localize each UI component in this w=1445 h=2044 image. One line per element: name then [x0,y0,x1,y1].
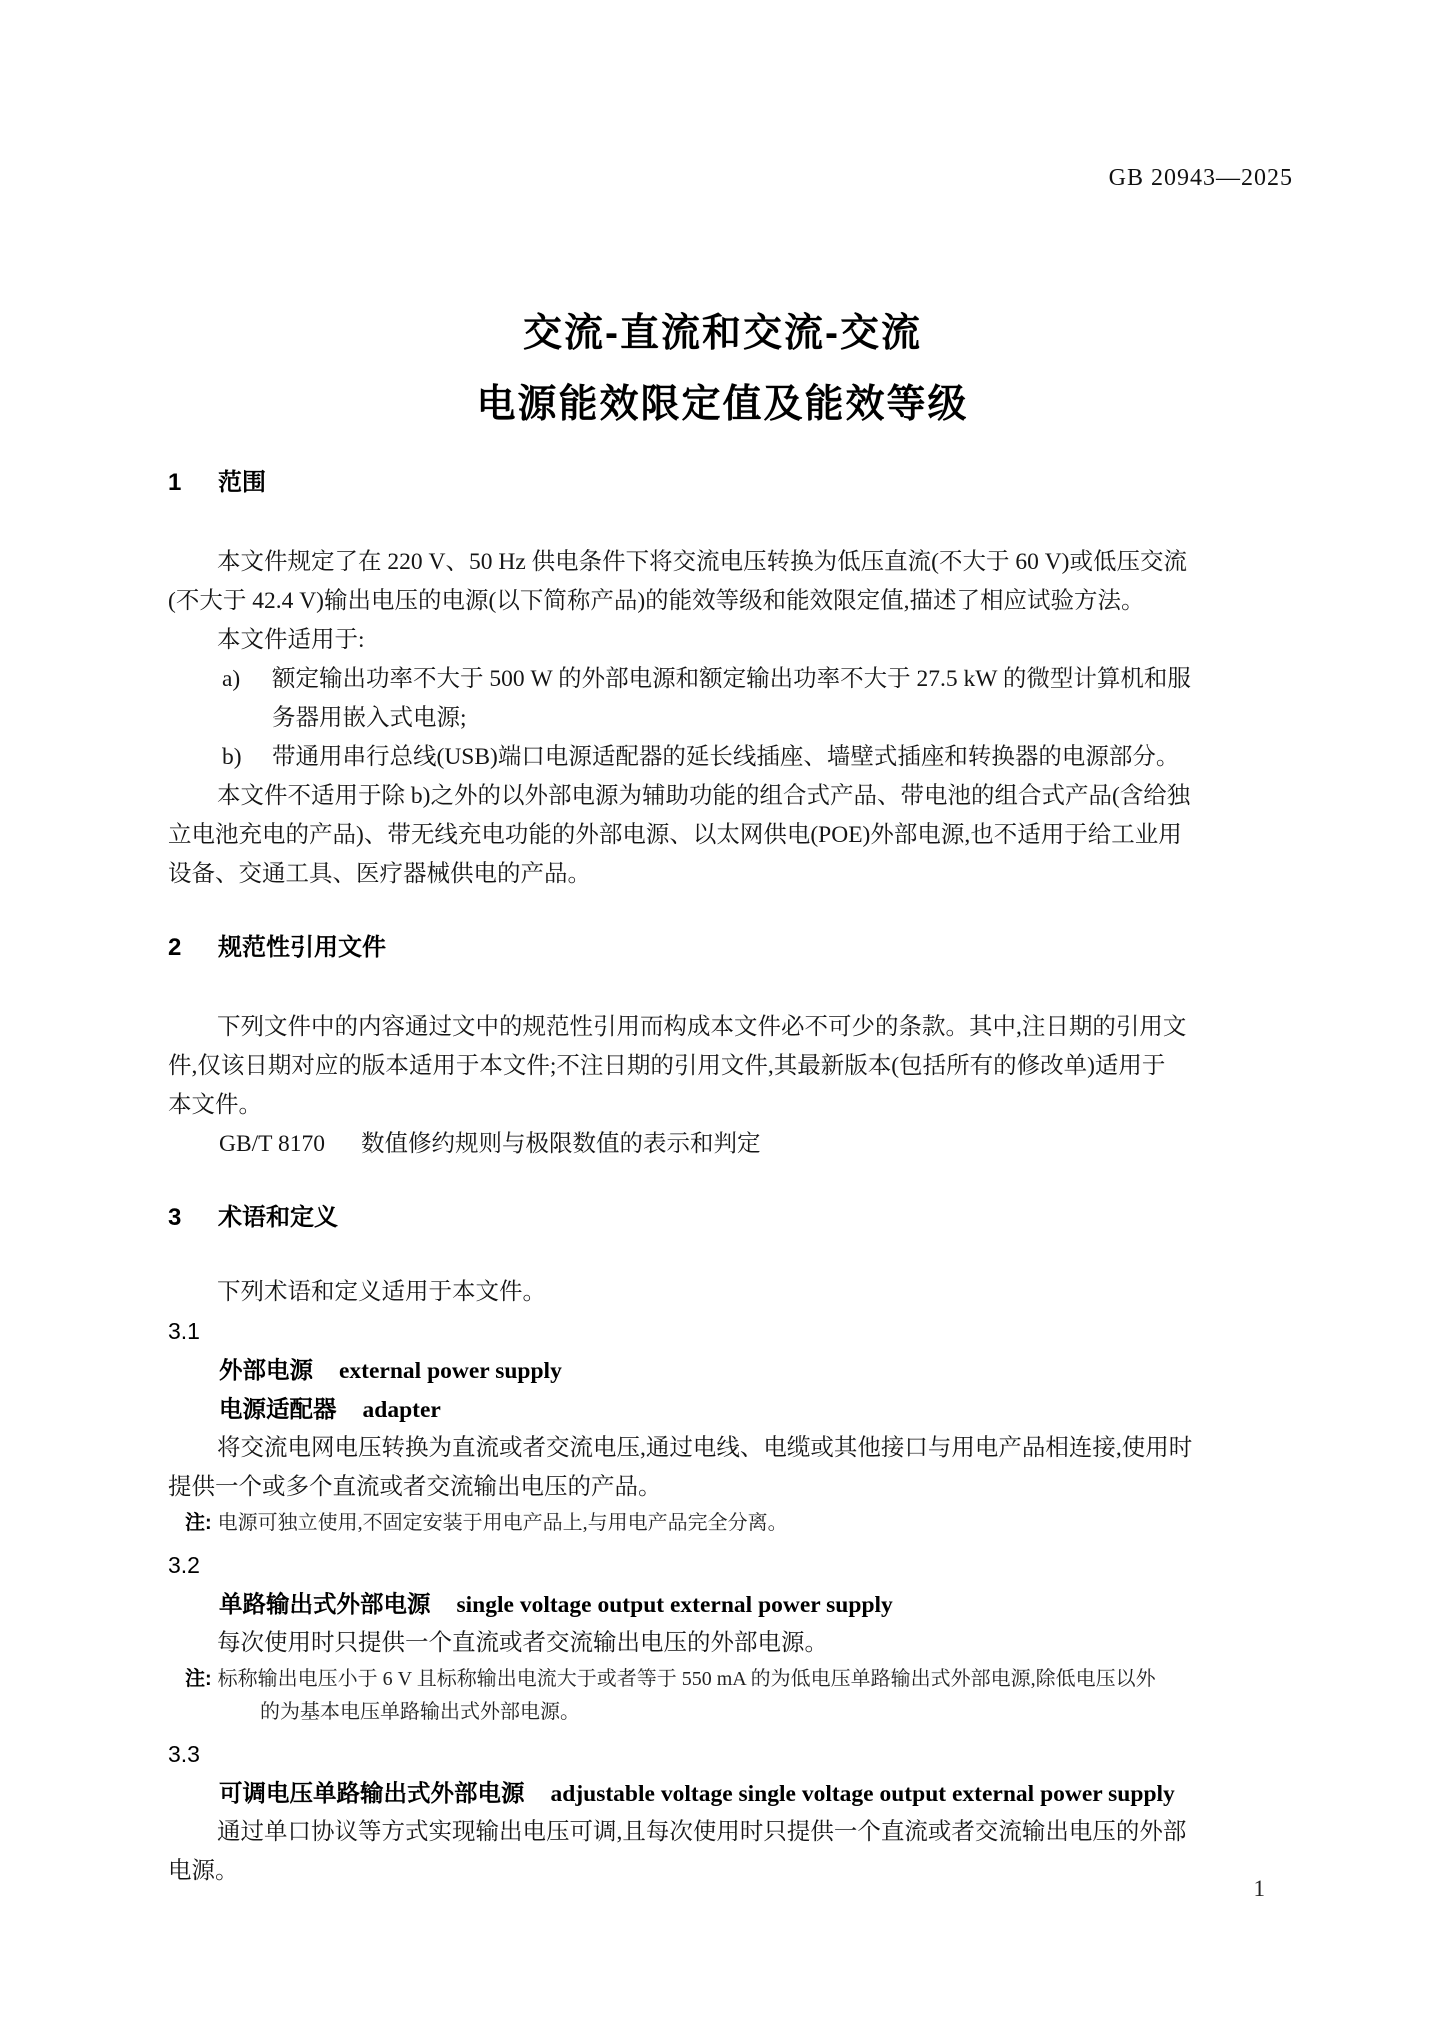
term-title [168,1774,1298,1813]
list-marker-b: b) [222,744,242,770]
term-name-zh: 可调电压单路输出式外部电源 [219,1780,525,1806]
scope-paragraph-line: (不大于 42.4 V)输出电压的电源(以下简称产品)的能效等级和能效限定值,描述了相应试验方法。 [168,588,1145,614]
section-terms-heading [168,1203,1298,1233]
note-label: 注: [185,1668,212,1690]
document-title-line-2: 电源能效限定值及能效等级 [476,383,969,426]
document-body [168,0,1298,1891]
scope-paragraph-line: 设备、交通工具、医疗器械供电的产品。 [168,861,591,887]
scope-list-item-a [168,660,1298,738]
references-paragraph-line: 件,仅该日期对应的版本适用于本文件;不注日期的引用文件,其最新版本(包括所有的修改单)适用于 [168,1053,1166,1079]
term-entry-3-2 [168,1546,1298,1729]
term-note-line [168,1663,1298,1696]
scope-applies-intro: 本文件适用于: [217,627,365,653]
term-note-line [168,1696,1298,1729]
term-name-en: external power supply [339,1358,562,1384]
term-name-en: adjustable voltage single voltage output external power supply [550,1781,1175,1807]
term-number: 3.3 [168,1741,200,1767]
term-name-en: single voltage output external power supply [456,1592,893,1618]
section-scope-heading [168,468,1298,498]
section-terms-number: 3 [168,1204,182,1231]
reference-title: 数值修约规则与极限数值的表示和判定 [360,1131,761,1157]
term-title [168,1390,1298,1429]
note-label: 注: [185,1512,212,1534]
term-name-zh: 外部电源 [219,1357,313,1383]
references-paragraph-line: 下列文件中的内容通过文中的规范性引用而构成本文件必不可少的条款。其中,注日期的引用文 [217,1014,1187,1040]
term-definition-line: 电源。 [168,1858,239,1884]
term-number: 3.1 [168,1318,200,1344]
note-text: 的为基本电压单路输出式外部电源。 [260,1701,580,1723]
scope-paragraph-3 [168,777,1298,894]
section-references-number: 2 [168,934,182,961]
list-item-text [272,660,1298,738]
term-name-zh: 单路输出式外部电源 [219,1591,431,1617]
reference-entry [168,1125,1298,1164]
note-text: 电源可独立使用,不固定安装于用电产品上,与用电产品完全分离。 [217,1512,788,1534]
term-note [168,1507,1298,1540]
term-title [168,1351,1298,1390]
term-name-en: adapter [362,1397,441,1423]
list-marker-a: a) [222,666,241,692]
scope-paragraph-line: 立电池充电的产品)、带无线充电功能的外部电源、以太网供电(POE)外部电源,也不适用于给工业用 [168,822,1182,848]
list-item-line: 带通用串行总线(USB)端口电源适配器的延长线插座、墙壁式插座和转换器的电源部分。 [272,744,1180,770]
scope-paragraph-1 [168,543,1298,621]
section-scope-number: 1 [168,469,182,496]
section-terms-title: 术语和定义 [218,1204,338,1231]
term-definition-line: 提供一个或多个直流或者交流输出电压的产品。 [168,1474,662,1500]
list-item-text [272,738,1298,777]
term-title [168,1585,1298,1624]
term-note [168,1663,1298,1729]
section-references-title: 规范性引用文件 [218,934,386,961]
standard-code: GB 20943—2025 [1108,165,1293,191]
term-definition-line: 将交流电网电压转换为直流或者交流电压,通过电线、电缆或其他接口与用电产品相连接,使用时 [217,1435,1193,1461]
term-definition-line: 每次使用时只提供一个直流或者交流输出电压的外部电源。 [217,1630,828,1656]
term-definition-line: 通过单口协议等方式实现输出电压可调,且每次使用时只提供一个直流或者交流输出电压的外部 [217,1819,1187,1845]
term-number: 3.2 [168,1552,200,1578]
term-entry-3-1 [168,1312,1298,1540]
term-entry-3-3 [168,1735,1298,1891]
page-number: 1 [1253,1876,1265,1901]
references-paragraph-1 [168,1008,1298,1125]
list-item-line: 务器用嵌入式电源; [272,705,467,731]
list-item-line: 额定输出功率不大于 500 W 的外部电源和额定输出功率不大于 27.5 kW 的微型计算机和服 [272,666,1191,692]
section-references-heading [168,933,1298,963]
section-scope-title: 范围 [218,469,266,496]
scope-list-item-b [168,738,1298,777]
scope-paragraph-line: 本文件规定了在 220 V、50 Hz 供电条件下将交流电压转换为低压直流(不大于 60 V)或低压交流 [217,549,1187,575]
term-name-zh: 电源适配器 [219,1396,337,1422]
term-note-line [168,1507,1298,1540]
document-title-line-1: 交流-直流和交流-交流 [523,312,922,355]
terms-intro: 下列术语和定义适用于本文件。 [217,1279,546,1305]
scope-paragraph-line: 本文件不适用于除 b)之外的以外部电源为辅助功能的组合式产品、带电池的组合式产品(含给独 [217,783,1191,809]
references-paragraph-line: 本文件。 [168,1092,262,1118]
note-text: 标称输出电压小于 6 V 且标称输出电流大于或者等于 550 mA 的为低电压单路输出式外部电源,除低电压以外 [217,1668,1156,1690]
reference-code: GB/T 8170 [219,1131,325,1157]
